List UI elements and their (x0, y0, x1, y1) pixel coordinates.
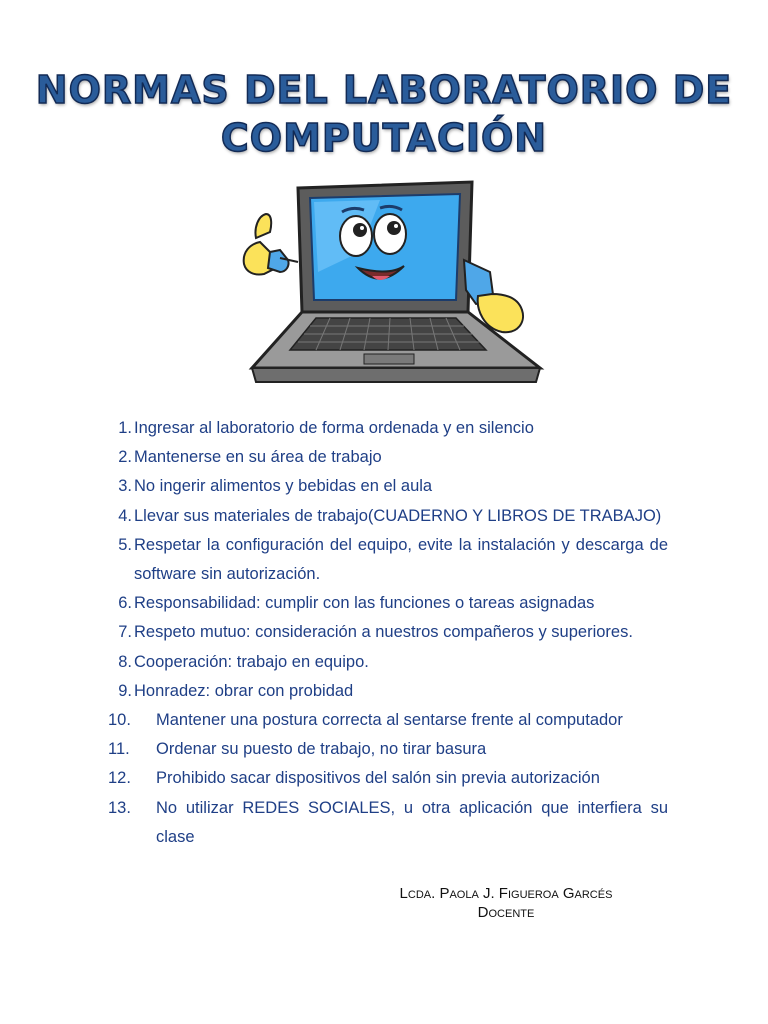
rule-number: 1. (118, 419, 132, 437)
title-line-1: NORMAS DEL LABORATORIO DE (35, 68, 733, 112)
rule-number: 2. (118, 448, 132, 467)
title-line-2: COMPUTACIÓN (220, 116, 548, 160)
rule-text: Ordenar su puesto de trabajo, no tirar basura (156, 740, 487, 759)
rule-number: 9. (118, 681, 132, 700)
rule-number: 4. (118, 506, 132, 525)
rule-item (108, 706, 668, 735)
rule-item (108, 618, 668, 647)
rule-number: 5. (118, 535, 132, 554)
rule-item (108, 531, 668, 589)
rule-number: 13. (108, 798, 131, 817)
rule-text: Respetar la configuración del equipo, evite la instalación y descarga de software sin autorización. (134, 535, 668, 584)
rule-item (108, 648, 668, 677)
signature-name: Lcda. Paola J. Figueroa Garcés (399, 885, 613, 902)
rule-text: Ingresar al laboratorio de forma ordenada y en silencio (134, 419, 534, 437)
rule-number: 6. (118, 594, 132, 613)
rule-item (108, 502, 668, 531)
rule-number: 12. (108, 769, 131, 788)
rule-text: Responsabilidad: cumplir con las funciones o tareas asignadas (134, 594, 595, 613)
rule-text: Cooperación: trabajo en equipo. (134, 652, 369, 671)
rule-number: 11. (108, 740, 130, 759)
rule-text: Mantenerse en su área de trabajo (134, 448, 382, 467)
rule-item (108, 443, 668, 472)
rule-item (108, 764, 668, 793)
rules-list (108, 414, 668, 852)
signature (384, 884, 628, 922)
rule-number: 7. (118, 623, 132, 642)
rule-text: Mantener una postura correcta al sentarse frente al computador (156, 711, 623, 730)
rule-text: No ingerir alimentos y bebidas en el aula (134, 477, 433, 496)
rule-item (108, 735, 668, 764)
signature-role: Docente (477, 904, 535, 921)
laptop-mascot-icon (220, 172, 550, 402)
rule-item (108, 677, 668, 706)
rule-text: Llevar sus materiales de trabajo(CUADERNO Y LIBROS DE TRABAJO) (134, 506, 662, 525)
rule-text: Prohibido sacar dispositivos del salón sin previa autorización (156, 769, 600, 788)
rule-number: 3. (118, 477, 132, 496)
rule-item (108, 414, 668, 443)
rule-number: 8. (118, 652, 132, 671)
thumbs-up-hand-icon (244, 214, 298, 275)
rule-text: Honradez: obrar con probidad (134, 681, 354, 700)
rule-number: 10. (108, 711, 131, 730)
rule-item (108, 472, 668, 501)
rule-item (108, 794, 668, 852)
rule-text: Respeto mutuo: consideración a nuestros compañeros y superiores. (134, 623, 633, 642)
rule-text: No utilizar REDES SOCIALES, u otra aplicación que interfiera su clase (156, 798, 668, 846)
rule-item (108, 589, 668, 618)
